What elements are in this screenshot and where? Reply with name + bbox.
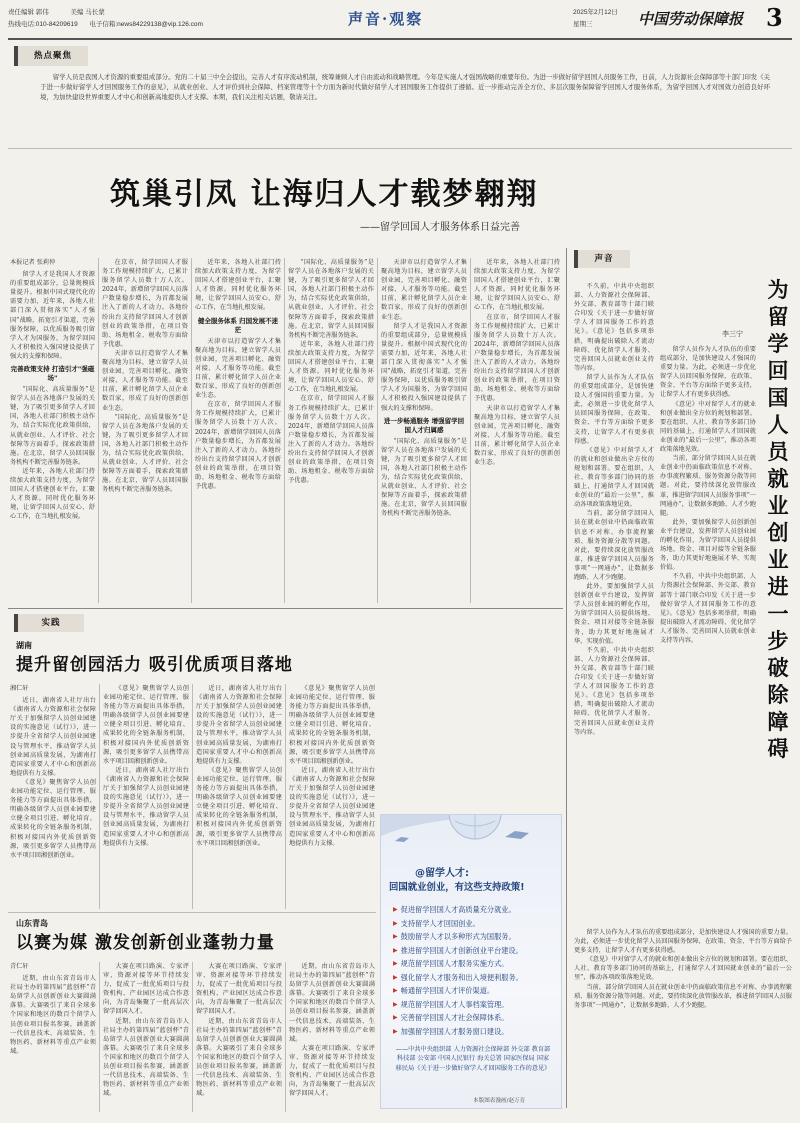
poster-policy-list [393,903,561,1038]
main-paragraph-5: 天津市以打造留学人才集聚高地为目标，建立留学人员创业园，完善项目孵化、融资对接、人才服务等功能。截至目前，累计孵化留学人员企业数百家，形成了良好的创新创业生态。 [102,349,188,412]
main-article-col-3 [195,258,281,603]
hunan-paragraph-2-cont2: 《意见》聚焦留学人员创业园功能定位、运行管理、服务能力等方面提出具体举措，明确各级留学人员创业园要建立健全项目引进、孵化培育、成果转化的全链条服务机制，积极对接国内外优质创新资源，吸引更多留学人员携带高水平项目回湘创新创业。 [196,766,282,847]
column-divider [377,258,378,603]
main-paragraph-3-cont2: 近年来，各地人社部门持续加大政策支持力度，为留学回国人才搭建创业平台，汇聚人才资源。同时优化服务环境，让留学回国人员安心、舒心工作，在当地扎根发展。 [288,340,374,394]
qingdao-rule [8,912,376,913]
headline-qingdao: 以赛为媒 激发创新创业蓬勃力量 [16,933,275,953]
qingdao-paragraph-2-cont2: 大赛在项目路演、专家评审、资源对接等环节持续发力，促成了一批优质项目与投资机构、产业园区达成合作意向，为青岛集聚了一批高层次留学回国人才。 [289,1044,375,1098]
commentary-paragraph-3: 《意见》中对留学人才的就业和创业做出全方位的规划和部署。要在组织、人社、教育等多部门协同的基础上，打通留学人才回国就业创业的“最后一公里”，推动各项政策落地见效。 [574,446,654,509]
main-paragraph-4: 在京市，留学回国人才服务工作规模持续扩大，已累计服务留学人员数十万人次。2024年，新增留学回国人员落户数量稳步增长，为首都发展注入了新的人才动力。各地纷纷出台支持留学回国人才创新创业的政策举措，在项目资助、场地租金、税收等方面给予优惠。 [102,259,188,348]
main-paragraph-5-cont3: 天津市以打造留学人才集聚高地为目标，建立留学人员创业园，完善项目孵化、融资对接、人才服务等功能。截至目前，累计孵化留学人员企业数百家，形成了良好的创新创业生态。 [474,404,560,467]
commentary-paragraph-4: 当前，部分留学回国人员在就业创业中仍面临政策信息不对称、办事流程繁琐、服务资源分散等问题。对此，要持续深化放管服改革，推进留学回国人员服务事项“一网通办”，让数据多跑路、人才少跑腿。 [574,510,654,581]
qingdao-paragraph-1-cont2: 近期，由山东省青岛市人社局主办的第四届“蓝创杯”青岛留学人员创新创业大赛圆满落幕。大赛吸引了来自全球多个国家和地区的数百个留学人员创业项目报名参赛，涵盖新一代信息技术、高端装备、生物医药、新材料等重点产业领域。 [196,1017,282,1098]
practice-tag-label: 实践 [41,618,61,628]
intro-rule [8,148,792,149]
commentary-paragraph-2-cont2: 留学人员作为人才队伍的重要组成部分，是加快建设人才强国的重要力量。为此，必须进一步优化留学人员回国服务保障，在政策、资金、平台等方面给予更多支持，让留学人才有更多获得感。 [574,929,792,955]
column-divider [191,258,192,603]
column-divider [99,684,100,909]
main-paragraph-3: 近年来，各地人社部门持续加大政策支持力度，为留学回国人才搭建创业平台，汇聚人才资源。同时优化服务环境，让留学回国人员安心、舒心工作，在当地扎根发展。 [10,467,95,521]
triangle-bullet-icon: ▶ [393,946,398,954]
qingdao-col-1 [10,962,96,1112]
qingdao-byline: 青仁轩 [10,963,29,970]
main-paragraph-4-cont2: 在京市，留学回国人才服务工作规模持续扩大，已累计服务留学人员数十万人次。2024年，新增留学回国人员落户数量稳步增长，为首都发展注入了新的人才动力。各地纷纷出台支持留学回国人才创新创业的政策举措，在项目资助、场地租金、税收等方面给予优惠。 [288,395,374,485]
main-byline: 本报记者 张莉仲 [10,259,56,266]
commentary-paragraph-3-cont2: 《意见》中对留学人才的就业和创业做出全方位的规划和部署。要在组织、人社、教育等多部门协同的基础上，打通留学人才回国就业创业的“最后一公里”，推动各项政策落地见效。 [574,956,792,982]
poster-title-2: 回国就业创业，有这些支持政策! [389,882,525,893]
main-paragraph-2: “国际化、高质量服务”是留学人员在各地落户发展的关键，为了吸引更多留学人才回国，各地人社部门积极主动作为，结合实际优化政策供给，从就业创业、人才评价、社会保障等方面着手，探索政策措施。在北京，留学人员回国服务机构不断完善服务链条。 [10,386,95,466]
hunan-paragraph-1-cont: 近日，湖南省人社厅出台《湖南省人力资源和社会保障厅关于加强留学人员创业园建设的实施意见（试行）》，进一步提升全省留学人员创业园建设与管理水平，推动留学人员创业园高质量发展，为湖南打造国家重要人才中心和创新高地提供有力支撑。 [103,766,189,847]
qingdao-col-4 [289,962,375,1112]
qingdao-paragraph-2: 大赛在项目路演、专家评审、资源对接等环节持续发力，促成了一批优质项目与投资机构、产业园区达成合作意向，为青岛集聚了一批高层次留学回国人才。 [103,963,189,1016]
commentary-paragraph-4-cont2: 当前，部分留学回国人员在就业创业中仍面临政策信息不对称、办事流程繁琐、服务资源分散等问题。对此，要持续深化放管服改革，推进留学回国人员服务事项“一网通办”，让数据多跑路、人才少跑腿。 [574,983,792,1009]
policy-item-text: 推进留学回国人才创新创业平台建设。 [400,945,523,955]
policy-item [393,971,561,985]
triangle-bullet-icon: ▶ [393,960,398,967]
commentary-paragraph-2-cont: 留学人员作为人才队伍的重要组成部分，是加快建设人才强国的重要力量。为此，必须进一步优化留学人员回国服务保障，在政策、资金、平台等方面给予更多支持，让留学人才有更多获得感。 [660,346,756,399]
page-number: 3 [766,3,783,32]
column-divider [98,258,99,603]
poster-source: ——中共中央组织部 人力资源社会保障部 外交部 教育部 科技部 公安部 中国人民银行 海关总署 国家医保局 国家移民局《关于进一步做好留学人才回国服务工作的意见》 [395,1046,551,1072]
intro-text: 留学人员是我国人才资源的重要组成部分。党的二十届三中全会提出，完善人才有序流动机制，统筹兼顾人才自由流动和战略管理。今年是实施人才强国战略的重要年份。为进一步做好留学回国人员服务工作，日前，人力资源社会保障部等十部门印发《关于进一步做好留学人才回国服务工作的意见》，从就业创业、人才评价到社会保障、档案管理等十个方面为新时代做好留学人才回国服务工作提供了遵循。近一步推动完善全方位、多层次服务保障留学回国人才服务体系，为留学回国人才对国效力创造良好环境，为加快建设世界重要人才中心和创新高地提供人才支撑。本期，我们关注相关话题，敬请关注。 [40,73,770,102]
qingdao-col-3 [196,962,282,1112]
hunan-paragraph-1: 近日，湖南省人社厅出台《湖南省人力资源和社会保障厅关于加强留学人员创业园建设的实施意见（试行）》，进一步提升全省留学人员创业园建设与管理水平，推动留学人员创业园高质量发展，为湖南打造国家重要人才中心和创新高地提供有力支撑。 [10,697,96,777]
triangle-bullet-icon: ▶ [393,919,398,927]
voice-tag-label: 声音 [594,254,614,264]
policy-item-text: 完善留学回国人才社会保障体系。 [400,1013,509,1022]
hunan-byline: 湘仁轩 [10,685,29,692]
qingdao-paragraph-1-cont: 近期，由山东省青岛市人社局主办的第四届“蓝创杯”青岛留学人员创新创业大赛圆满落幕。大赛吸引了来自全球多个国家和地区的数百个留学人员创业项目报名参赛，涵盖新一代信息技术、高端装备、生物医药、新材料等重点产业领域。 [103,1017,189,1098]
main-paragraph-1-cont: “国际化、高质量服务”是留学人员在各地落户发展的关键，为了吸引更多留学人才回国，各地人社部门积极主动作为，结合实际优化政策供给，从就业创业、人才评价、社会保障等方面着手，探索政策措施。在北京，留学人员回国服务机构不断完善服务链条。 [102,413,188,494]
policy-item [393,1025,561,1039]
triangle-bullet-icon: ▶ [393,1027,398,1035]
triangle-bullet-icon: ▶ [393,906,398,913]
practice-rule [8,608,563,609]
qingdao-paragraph-2-cont: 大赛在项目路演、专家评审、资源对接等环节持续发力，促成了一批优质项目与投资机构、产业园区达成合作意向，为青岛集聚了一批高层次留学回国人才。 [196,963,282,1016]
hunan-paragraph-1-cont3: 近日，湖南省人社厅出台《湖南省人力资源和社会保障厅关于加强留学人员创业园建设的实施意见（试行）》，进一步提升全省留学人员创业园建设与管理水平，推动留学人员创业园高质量发展，为湖南打造国家重要人才中心和创新高地提供有力支撑。 [289,766,375,847]
commentary-paragraph-4-cont: 当前，部分留学回国人员在就业创业中仍面临政策信息不对称、办事流程繁琐、服务资源分散等问题。对此，要持续深化放管服改革，推进留学回国人员服务事项“一网通办”，让数据多跑路、人才少跑腿。 [660,455,756,517]
policy-item-text: 鼓励留学人才以多种形式为国服务。 [400,932,516,941]
policy-item [393,903,561,917]
policy-item [393,917,561,931]
main-paragraph-4-cont: 在京市，留学回国人才服务工作规模持续扩大，已累计服务留学人员数十万人次。2024年，新增留学回国人员落户数量稳步增长，为首都发展注入了新的人才动力。各地纷纷出台支持留学回国人才创新创业的政策举措，在项目资助、场地租金、税收等方面给予优惠。 [195,401,281,491]
hot-focus-tag-label: 热点聚焦 [33,51,72,61]
policy-item-text: 规范留学回国人才服务实施方式。 [400,959,509,968]
main-paragraph-2-cont2: “国际化、高质量服务”是留学人员在各地落户发展的关键，为了吸引更多留学人才回国，各地人社部门积极主动作为，结合实际优化政策供给，从就业创业、人才评价、社会保障等方面着手，探索政策措施。在北京，留学人员回国服务机构不断完善服务链条。 [381,437,467,518]
column-divider [192,962,193,1112]
main-article-col-2 [102,258,188,603]
commentary-col-3 [574,928,792,1108]
policy-item [393,944,561,958]
commentary-col-2 [660,345,756,925]
commentary-paragraph-1-cont: 不久前，中共中央组织部、人力资源社会保障部、外交部、教育部等十部门联合印发《关于进一步做好留学人才回国服务工作的意见》。《意见》包括多项举措，明确提出破除人才流动障碍、优化留学人才服务、完善回国人员就业创业支持等内容。 [574,646,654,736]
qingdao-paragraph-1-cont3: 近期，由山东省青岛市人社局主办的第四届“蓝创杯”青岛留学人员创新创业大赛圆满落幕。大赛吸引了来自全球多个国家和地区的数百个留学人员创业项目报名参赛，涵盖新一代信息技术、高端装备、生物医药、新材料等重点产业领域。 [289,963,375,1043]
policy-item-text: 规范留学回国人才人事档案管理。 [400,999,509,1009]
policy-poster [380,814,562,1109]
right-column-divider [566,248,567,1108]
hunan-col-4 [289,684,375,909]
qingdao-col-2 [103,962,189,1112]
globe-illustration [380,814,562,871]
policy-item [393,930,561,944]
region-hunan: 湖南 [16,640,32,650]
region-qingdao: 山东青岛 [16,918,48,928]
masthead: 中国劳动保障报 [638,10,744,28]
commentary-author: 李三宁 [722,330,743,338]
main-subheadline: ——留学回国人才服务体系日益完善 [360,222,520,233]
page-header [8,3,792,38]
hotline: 热线电话:010-84209619 [8,21,78,28]
policy-item-text: 畅通留学回国人才评价渠道。 [400,986,495,995]
main-subhead-2: 健全服务体系 归国发展不迷茫 [197,316,279,334]
qingdao-paragraph-1: 近期，由山东省青岛市人社局主办的第四届“蓝创杯”青岛留学人员创新创业大赛圆满落幕。大赛吸引了来自全球多个国家和地区的数百个留学人员创业项目报名参赛，涵盖新一代信息技术、高端装备、生物医药、新材料等重点产业领域。 [10,975,96,1055]
column-divider [285,962,286,1112]
policy-item-text: 强化留学人才服务和出入境便利服务。 [400,972,523,982]
column-divider [470,258,471,603]
editor-info: 责任编辑 郭伟 [8,9,49,16]
art-info: 美编 马长蒙 [70,9,105,16]
main-paragraph-4-cont3: 在京市，留学回国人才服务工作规模持续扩大，已累计服务留学人员数十万人次。2024年，新增留学回国人员落户数量稳步增长，为首都发展注入了新的人才动力。各地纷纷出台支持留学回国人才创新创业的政策举措，在项目资助、场地租金、税收等方面给予优惠。 [474,313,560,403]
hunan-paragraph-1-cont2: 近日，湖南省人社厅出台《湖南省人力资源和社会保障厅关于加强留学人员创业园建设的实施意见（试行）》，进一步提升全省留学人员创业园建设与管理水平，推动留学人员创业园高质量发展，为湖南打造国家重要人才中心和创新高地提供有力支撑。 [196,685,282,765]
hunan-paragraph-2-cont: 《意见》聚焦留学人员创业园功能定位、运行管理、服务能力等方面提出具体举措，明确各级留学人员创业园要建立健全项目引进、孵化培育、成果转化的全链条服务机制，积极对接国内外优质创新资源，吸引更多留学人员携带高水平项目回湘创新创业。 [103,685,189,765]
main-paragraph-5-cont2: 天津市以打造留学人才集聚高地为目标，建立留学人员创业园，完善项目孵化、融资对接、人才服务等功能。截至目前，累计孵化留学人员企业数百家，形成了良好的创新创业生态。 [381,259,467,321]
hunan-paragraph-2-cont3: 《意见》聚焦留学人员创业园功能定位、运行管理、服务能力等方面提出具体举措，明确各级留学人员创业园要建立健全项目引进、孵化培育、成果转化的全链条服务机制，积极对接国内外优质创新资源，吸引更多留学人员携带高水平项目回湘创新创业。 [289,685,375,765]
main-article-col-4 [288,258,374,603]
main-paragraph-3-cont3: 近年来，各地人社部门持续加大政策支持力度，为留学回国人才搭建创业平台，汇聚人才资源。同时优化服务环境，让留学回国人员安心、舒心工作，在当地扎根发展。 [474,259,560,312]
poster-title-1: @留学人才: [415,868,469,879]
commentary-paragraph-2: 留学人员作为人才队伍的重要组成部分，是加快建设人才强国的重要力量。为此，必须进一步优化留学人员回国服务保障，在政策、资金、平台等方面给予更多支持，让留学人才有更多获得感。 [574,373,654,445]
triangle-bullet-icon: ▶ [393,1014,398,1021]
main-paragraph-1: 留学人才是我国人才资源的重要组成部分，总量规模质量提升。根据中国式现代化的需要力加，近年来，各地人社部门深入贯彻落实“人才强国”战略，拓宽引才渠道，完善服务保障，以优质服务吸引留学人才为国服务，为留学回国人才积极投入强国建设提供了强大的支撑和保障。 [10,271,95,360]
email: 电子信箱:news84229138@vip.126.com [89,21,203,28]
main-paragraph-5-cont: 天津市以打造留学人才集聚高地为目标，建立留学人员创业园，完善项目孵化、融资对接、人才服务等功能。截至目前，累计孵化留学人员企业数百家，形成了良好的创新创业生态。 [195,337,281,400]
commentary-paragraph-5-cont: 此外，要加强留学人员创新创业平台建设，发挥留学人员创业园的孵化作用，为留学回国人员提供场地、资金、项目对接等全链条服务，助力其更好地施展才华、实现价值。 [660,518,756,572]
triangle-bullet-icon: ▶ [393,933,398,940]
column-divider [99,962,100,1112]
commentary-paragraph-3-cont: 《意见》中对留学人才的就业和创业做出全方位的规划和部署。要在组织、人社、教育等多部门协同的基础上，打通留学人才回国就业创业的“最后一公里”，推动各项政策落地见效。 [660,400,756,454]
hunan-paragraph-2: 《意见》聚焦留学人员创业园功能定位、运行管理、服务能力等方面提出具体举措，明确各级留学人员创业园要建立健全项目引进、孵化培育、成果转化的全链条服务机制，积极对接国内外优质创新资源，吸引更多留学人员携带高水平项目回湘创新创业。 [10,778,96,859]
column-divider [285,684,286,909]
main-subhead-1: 完善政策支持 打造引才"强磁场" [10,365,95,383]
practice-tag [14,614,84,632]
policy-item [393,957,561,971]
main-subhead-3: 进一步畅通服务 增强留学回国人才归属感 [383,416,465,434]
commentary-col-1 [574,282,654,922]
triangle-bullet-icon: ▶ [393,987,398,994]
policy-item [393,984,561,998]
poster-credit: 本版图表漫画/赵万育 [473,1098,526,1104]
voice-tag [574,250,630,268]
commentary-paragraph-1-cont2: 不久前，中共中央组织部、人力资源社会保障部、外交部、教育部等十部门联合印发《关于进一步做好留学人才回国服务工作的意见》。《意见》包括多项举措，明确提出破除人才流动障碍、优化留学人才服务、完善回国人员就业创业支持等内容。 [660,573,756,644]
hunan-col-1 [10,684,96,909]
hot-focus-tag [14,46,88,66]
main-headline: 筑巢引凤 让海归人才载梦翱翔 [110,177,539,212]
main-paragraph-3-cont: 近年来，各地人社部门持续加大政策支持力度，为留学回国人才搭建创业平台，汇聚人才资源。同时优化服务环境，让留学回国人员安心、舒心工作，在当地扎根发展。 [195,259,281,312]
hunan-col-2 [103,684,189,909]
policy-item-text: 加强留学回国人才服务窗口建设。 [400,1026,509,1036]
section-title: 声音·观察 [348,10,424,28]
policy-item [393,1011,561,1025]
headline-hunan: 提升留创园活力 吸引优质项目落地 [16,655,293,675]
main-article-col-6 [474,258,560,603]
commentary-paragraph-5: 此外，要加强留学人员创新创业平台建设，发挥留学人员创业园的孵化作用，为留学回国人员提供场地、资金、项目对接等全链条服务，助力其更好地施展才华、实现价值。 [574,583,654,645]
header-rule [8,38,792,40]
policy-item [393,998,561,1012]
policy-item-text: 促进留学回国人才高质量充分就业。 [400,905,516,914]
main-article-col-1 [10,258,95,603]
main-article-col-5 [381,258,467,603]
issue-weekday: 星期三 [573,21,593,28]
column-divider [192,684,193,909]
main-paragraph-2-cont: “国际化、高质量服务”是留学人员在各地落户发展的关键，为了吸引更多留学人才回国，各地人社部门积极主动作为，结合实际优化政策供给，从就业创业、人才评价、社会保障等方面着手，探索政策措施。在北京，留学人员回国服务机构不断完善服务链条。 [288,259,374,339]
column-divider [284,258,285,603]
triangle-bullet-icon: ▶ [393,1000,398,1008]
hunan-col-3 [196,684,282,909]
triangle-bullet-icon: ▶ [393,973,398,981]
policy-item-text: 支持留学人才回国创业。 [400,918,480,928]
main-paragraph-1-cont2: 留学人才是我国人才资源的重要组成部分，总量规模质量提升。根据中国式现代化的需要力加，近年来，各地人社部门深入贯彻落实“人才强国”战略，拓宽引才渠道，完善服务保障，以优质服务吸引留学人才为国服务，为留学回国人才积极投入强国建设提供了强大的支撑和保障。 [381,322,467,412]
commentary-paragraph-1: 不久前，中共中央组织部、人力资源社会保障部、外交部、教育部等十部门联合印发《关于进一步做好留学人才回国服务工作的意见》。《意见》包括多项举措，明确提出破除人才流动障碍、优化留学人才服务、完善回国人员就业创业支持等内容。 [574,283,654,372]
issue-date: 2025年2月12日 [573,9,618,16]
commentary-title: 为留学回国人员就业创业进一步破除障碍 [767,277,789,761]
